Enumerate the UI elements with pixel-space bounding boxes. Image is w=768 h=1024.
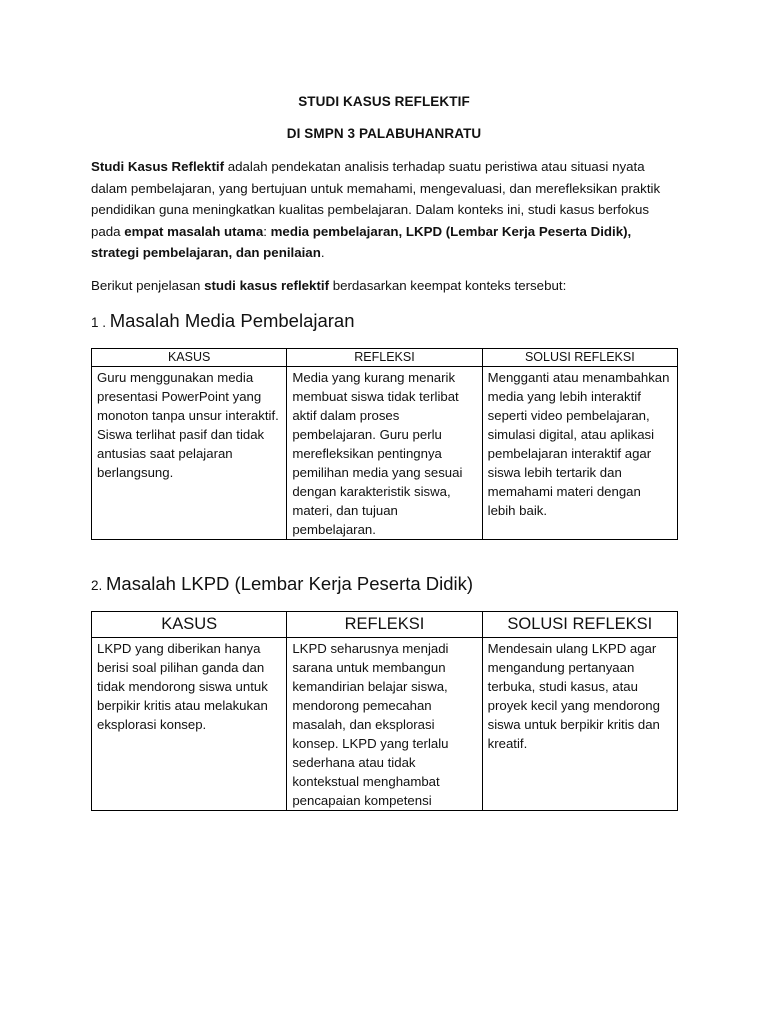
table-row xyxy=(92,638,678,811)
table-cell-solusi: Mendesain ulang LKPD agar mengandung pertanyaan terbuka, studi kasus, atau proyek kecil yang mendorong siswa untuk berpikir kritis dan kreatif. xyxy=(482,638,677,811)
table-header-row xyxy=(92,612,678,638)
table-cell-solusi: Mengganti atau menambahkan media yang lebih interaktif seperti video pembelajaran, simulasi digital, atau aplikasi pembelajaran interaktif agar siswa lebih tertarik dan memahami materi dengan lebih baik. xyxy=(482,367,677,540)
table-header-row xyxy=(92,349,678,367)
table-cell-refleksi: Media yang kurang menarik membuat siswa tidak terlibat aktif dalam proses pembelajaran. Guru perlu merefleksikan pentingnya pemilihan media yang sesuai dengan karakteristik siswa, materi, dan tujuan pembelajaran. xyxy=(287,367,482,540)
column-header-refleksi: REFLEKSI xyxy=(287,612,482,638)
intro-paragraph: Studi Kasus Reflektif adalah pendekatan analisis terhadap suatu peristiwa atau situasi nyata dalam pembelajaran, yang bertujuan untuk memahami, mengevaluasi, dan merefleksikan praktik pendidikan guna meningkatkan kualitas pembelajaran. Dalam konteks ini, studi kasus berfokus pada empat masalah utama: media pembelajaran, LKPD (Lembar Kerja Peserta Didik), strategi pembelajaran, dan penilaian. xyxy=(91,159,661,260)
column-header-kasus: KASUS xyxy=(92,612,287,638)
table-media-pembelajaran xyxy=(91,348,678,540)
column-header-refleksi: REFLEKSI xyxy=(287,349,482,367)
table-lkpd xyxy=(91,611,678,811)
table-cell-kasus: LKPD yang diberikan hanya berisi soal pilihan ganda dan tidak mendorong siswa untuk berpikir kritis atau melakukan eksplorasi konsep. xyxy=(92,638,287,811)
table-cell-kasus: Guru menggunakan media presentasi PowerPoint yang monoton tanpa unsur interaktif. Siswa terlihat pasif dan tidak antusias saat pelajaran berlangsung. xyxy=(92,367,287,540)
section-heading-1: 1 . Masalah Media Pembelajaran xyxy=(91,310,355,331)
column-header-solusi: SOLUSI REFLEKSI xyxy=(482,349,677,367)
column-header-solusi: SOLUSI REFLEKSI xyxy=(482,612,677,638)
table-cell-refleksi: LKPD seharusnya menjadi sarana untuk membangun kemandirian belajar siswa, mendorong pemecahan masalah, dan eksplorasi konsep. LKPD yang terlalu sederhana atau tidak kontekstual menghambat pencapaian kompetensi xyxy=(287,638,482,811)
intro-bold-term: Studi Kasus Reflektif xyxy=(91,159,224,174)
table-row xyxy=(92,367,678,540)
document-subtitle: DI SMPN 3 PALABUHANRATU xyxy=(286,126,482,141)
section-heading-2: 2. Masalah LKPD (Lembar Kerja Peserta Didik) xyxy=(91,573,474,594)
document-title: STUDI KASUS REFLEKTIF xyxy=(298,94,470,109)
column-header-kasus: KASUS xyxy=(92,349,287,367)
lead-paragraph: Berikut penjelasan studi kasus reflektif berdasarkan keempat konteks tersebut: xyxy=(91,278,567,293)
